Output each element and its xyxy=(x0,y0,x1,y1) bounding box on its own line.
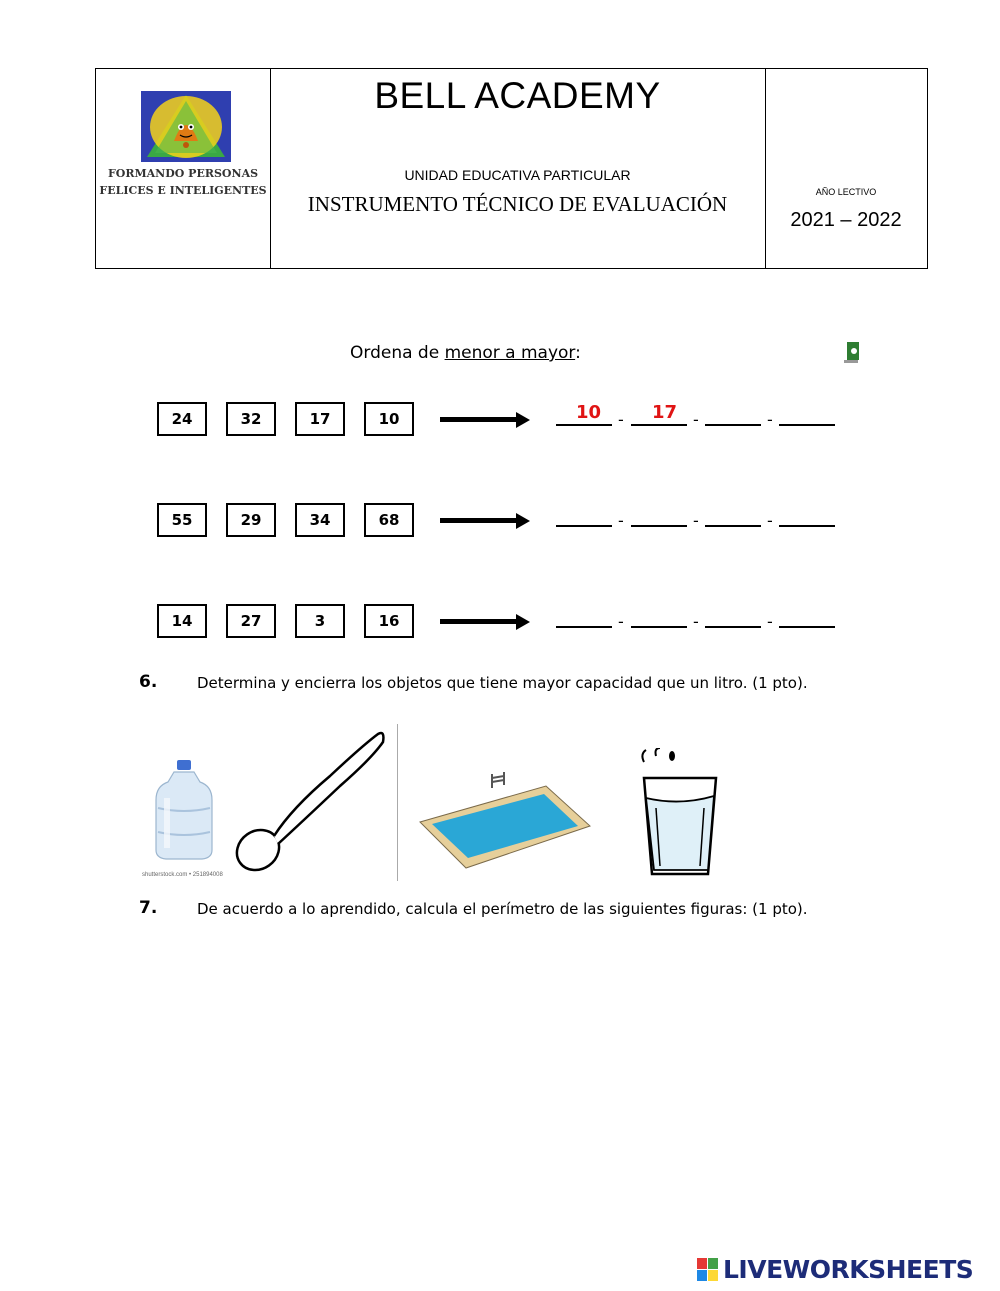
glass-of-water-image[interactable] xyxy=(632,748,728,878)
answer-field-1[interactable]: 10 xyxy=(576,402,602,423)
exercise-title-underlined: menor a mayor xyxy=(444,343,576,363)
motto-line-2: FELICES E INTELIGENTES xyxy=(99,184,267,197)
number-box: 10 xyxy=(364,402,414,436)
year-label: AÑO LECTIVO xyxy=(815,187,877,197)
answer-field-4[interactable] xyxy=(779,626,835,628)
separator: - xyxy=(693,511,699,530)
order-row xyxy=(0,402,1000,442)
number-box: 16 xyxy=(364,604,414,638)
answer-field-1[interactable] xyxy=(556,525,612,527)
school-name: BELL ACADEMY xyxy=(374,75,661,116)
answer-field-4[interactable] xyxy=(779,525,835,527)
small-tool-icon xyxy=(843,341,859,365)
question-number: 7. xyxy=(139,898,158,918)
number-box: 34 xyxy=(295,503,345,537)
exercise-title-prefix: Ordena de xyxy=(350,343,445,363)
image-watermark: shutterstock.com • 251894008 xyxy=(142,872,223,878)
spoon-image[interactable] xyxy=(232,728,387,876)
arrow-icon xyxy=(440,417,520,422)
arrow-icon xyxy=(440,619,520,624)
answer-field-3[interactable] xyxy=(705,626,761,628)
separator: - xyxy=(693,410,699,429)
number-box: 24 xyxy=(157,402,207,436)
liveworksheets-logo-icon xyxy=(697,1258,719,1282)
separator: - xyxy=(618,410,624,429)
number-box: 55 xyxy=(157,503,207,537)
instrument-title: INSTRUMENTO TÉCNICO DE EVALUACIÓN xyxy=(307,192,728,216)
order-row xyxy=(0,503,1000,543)
question-text: De acuerdo a lo aprendido, calcula el perímetro de las siguientes figuras: (1 pto). xyxy=(197,900,808,918)
answer-field-2[interactable]: 17 xyxy=(652,402,678,423)
title-cell xyxy=(270,69,766,268)
header-table xyxy=(95,68,928,269)
school-motto xyxy=(96,165,270,199)
arrow-head-icon xyxy=(516,412,530,428)
separator: - xyxy=(618,612,624,631)
arrow-head-icon xyxy=(516,513,530,529)
separator: - xyxy=(767,511,773,530)
answer-field-3[interactable] xyxy=(705,424,761,426)
swimming-pool-image[interactable] xyxy=(416,772,592,872)
answer-field-3[interactable] xyxy=(705,525,761,527)
answer-field-4[interactable] xyxy=(779,424,835,426)
school-logo xyxy=(141,91,231,162)
number-box: 27 xyxy=(226,604,276,638)
unit-label: UNIDAD EDUCATIVA PARTICULAR xyxy=(404,167,631,183)
number-box: 32 xyxy=(226,402,276,436)
answer-blank xyxy=(631,424,687,426)
separator: - xyxy=(693,612,699,631)
number-box: 29 xyxy=(226,503,276,537)
answer-field-2[interactable] xyxy=(631,525,687,527)
number-box: 14 xyxy=(157,604,207,638)
number-box: 17 xyxy=(295,402,345,436)
water-jug-image[interactable] xyxy=(150,758,220,864)
school-year: 2021 – 2022 xyxy=(790,209,902,231)
number-box: 68 xyxy=(364,503,414,537)
number-box: 3 xyxy=(295,604,345,638)
separator: - xyxy=(767,410,773,429)
arrow-icon xyxy=(440,518,520,523)
order-row xyxy=(0,604,1000,644)
answer-field-1[interactable] xyxy=(556,626,612,628)
year-cell xyxy=(765,69,927,268)
question-text: Determina y encierra los objetos que tiene mayor capacidad que un litro. (1 pto). xyxy=(197,674,808,692)
motto-line-1: FORMANDO PERSONAS xyxy=(107,167,259,180)
answer-blank xyxy=(556,424,612,426)
exercise-title xyxy=(350,343,581,363)
logo-cell xyxy=(96,69,271,268)
answer-field-2[interactable] xyxy=(631,626,687,628)
question-number: 6. xyxy=(139,672,158,692)
exercise-title-suffix: : xyxy=(575,343,581,363)
image-divider xyxy=(397,724,398,881)
arrow-head-icon xyxy=(516,614,530,630)
separator: - xyxy=(618,511,624,530)
separator: - xyxy=(767,612,773,631)
liveworksheets-brand[interactable]: LIVEWORKSHEETS xyxy=(723,1255,974,1284)
